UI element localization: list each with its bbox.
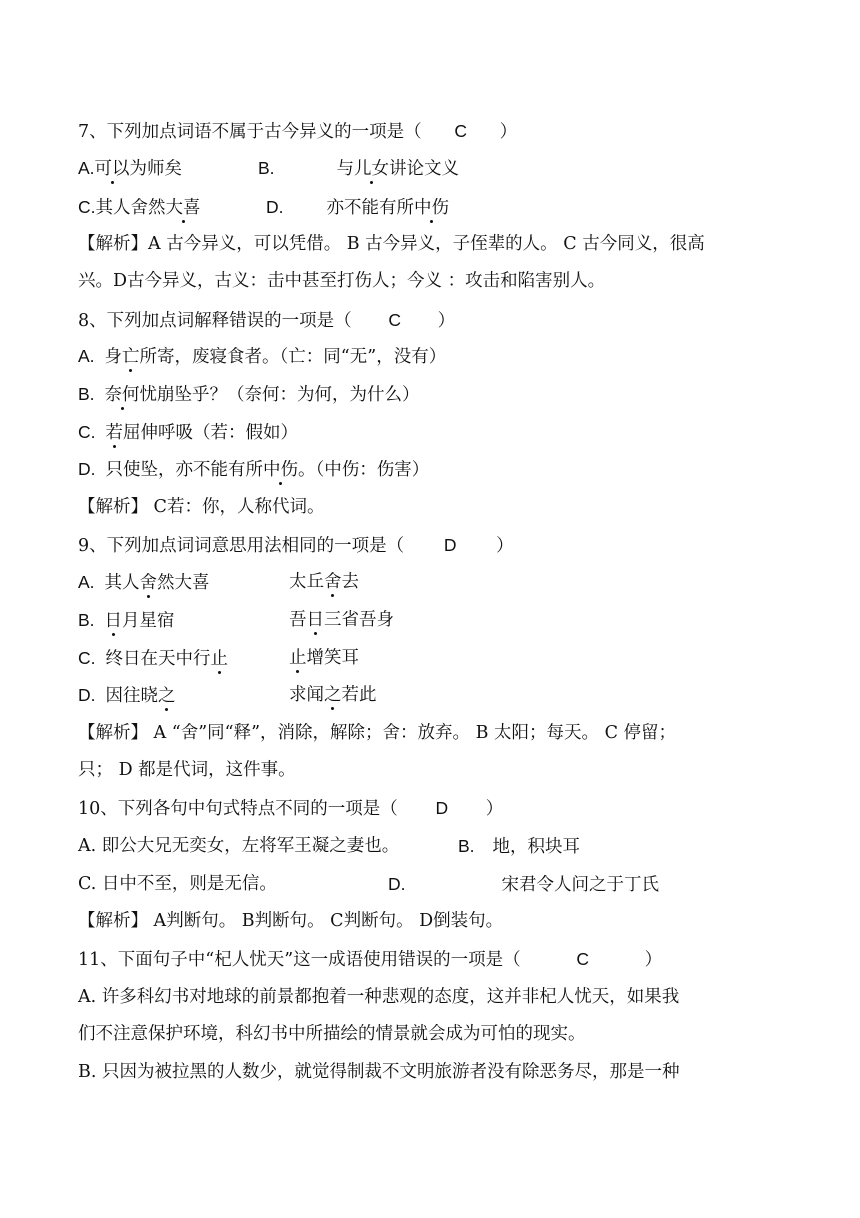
q9-answer: D — [443, 535, 457, 555]
q9-option-b2-dotted: 日 — [306, 610, 324, 630]
q7-option-b-label: B. — [258, 158, 275, 178]
q7-stem-text: 7、下列加点词语不属于古今异义的一项是（ — [78, 122, 422, 142]
q8-answer: C — [388, 310, 401, 330]
q7-option-a-post: 为师矣 — [129, 159, 183, 179]
q10-answer: D — [435, 798, 449, 818]
q10-option-b-label: B. — [458, 836, 475, 856]
q9-stem — [78, 533, 514, 558]
q10-option-d-text: 宋君令人问之于丁氏 — [501, 875, 659, 895]
q8-option-b-post: 忧崩坠乎？（奈何：为何，为什么） — [139, 385, 420, 405]
q9-option-b2-post: 三省吾身 — [324, 610, 394, 630]
q9-option-a2-post: 去 — [341, 572, 359, 592]
q9-option-c-dotted: 止 — [210, 649, 228, 669]
q11-option-a-line-2: 们不注意保护环境，科幻书中所描绘的情景就会成为可怕的现实。 — [78, 1024, 586, 1044]
q11-answer: C — [576, 949, 589, 969]
q9-stem-close: ） — [496, 536, 514, 556]
q9-option-d2-post: 若此 — [341, 685, 377, 705]
q9-option-a-second — [289, 570, 359, 594]
q9-option-c-pre: 终日在天中行 — [105, 649, 211, 669]
q8-stem-text: 8、下列加点词解释错误的一项是（ — [78, 311, 352, 331]
q10-option-b — [458, 834, 580, 859]
q8-option-b-dotted: 奈何 — [104, 385, 140, 405]
q9-option-a-pre: 其人 — [104, 573, 140, 593]
q10-stem-text: 10、下列各句中句式特点不同的一项是（ — [78, 799, 398, 819]
q8-option-d-pre: 只使坠，亦不能有所 — [105, 460, 263, 480]
q9-option-d-pre: 因往晓 — [105, 686, 158, 706]
q9-stem-text: 9、下列加点词词意思用法相同的一项是（ — [78, 536, 405, 556]
q8-option-b-label: B. — [78, 384, 95, 404]
q11-stem — [78, 947, 662, 972]
q7-option-a-dotted: 可以 — [94, 159, 130, 179]
q9-option-d-second — [289, 683, 377, 707]
q8-analysis-line-1: 【解析】 C若：你，人称代词。 — [78, 497, 325, 517]
q8-option-a-pre: 身 — [104, 347, 123, 367]
q8-option-a-post: 所寄，废寝食者。（亡：同“无”，没有） — [139, 347, 447, 367]
q9-option-d-label: D. — [78, 685, 96, 705]
q9-option-c-label: C. — [78, 648, 96, 668]
q7-option-b-dotted: 儿女 — [354, 159, 390, 179]
q8-stem-close: ） — [437, 311, 456, 331]
q10-stem-close: ） — [485, 799, 504, 819]
q7-option-c-pre: 其人舍然 — [95, 198, 166, 218]
q11-option-b-line-1: B. 只因为被拉黑的人数少，就觉得制裁不文明旅游者没有除恶务尽，那是一种 — [78, 1062, 680, 1082]
q7-answer: C — [454, 121, 467, 141]
q10-option-b-text: 地，积块耳 — [492, 837, 581, 857]
q11-stem-text: 11、下面句子中“杞人忧天”这一成语使用错误的一项是（ — [78, 950, 521, 970]
q9-option-a-post: 然大喜 — [157, 573, 210, 593]
q9-option-d-dotted: 之 — [158, 686, 176, 706]
q10-option-d — [388, 872, 659, 897]
q9-option-a — [78, 570, 210, 595]
q10-stem — [78, 796, 503, 821]
q9-option-c-second — [289, 646, 359, 670]
q9-analysis-line-2: 只； D 都是代词，这件事。 — [78, 760, 296, 780]
q8-option-c-label: C. — [78, 422, 96, 442]
q10-option-d-label: D. — [388, 874, 406, 894]
q11-option-a-line-1: A. 许多科幻书对地球的前景都抱着一种悲观的态度，这并非杞人忧天，如果我 — [78, 987, 680, 1007]
q8-option-c-post: 屈伸呼吸（若：假如） — [123, 423, 298, 443]
q8-stem — [78, 308, 455, 333]
q8-option-d-dotted: 中伤 — [263, 460, 298, 480]
q8-option-d — [78, 457, 429, 482]
q8-option-d-post: 。（中伤：伤害） — [298, 460, 430, 480]
q7-option-a — [78, 156, 182, 181]
q7-stem-close: ） — [499, 122, 518, 142]
q9-option-a2-pre: 太丘 — [289, 572, 324, 592]
q9-option-b-label: B. — [78, 610, 95, 630]
q9-option-b2-pre: 吾 — [289, 610, 307, 630]
q7-option-d — [266, 195, 449, 220]
q8-option-a — [78, 344, 446, 369]
q7-option-d-pre: 亦不能有所 — [326, 198, 414, 218]
q9-option-a2-dotted: 舍 — [324, 572, 342, 592]
q7-option-d-dotted: 中伤 — [414, 198, 449, 218]
q10-analysis-line-1: 【解析】 A判断句。 B判断句。 C判断句。 D倒装句。 — [78, 911, 504, 931]
q9-option-a-dotted: 舍 — [139, 573, 158, 593]
q11-stem-close: ） — [644, 950, 663, 970]
q10-option-a: A. 即公大兄无奕女，左将军王凝之妻也。 — [78, 836, 400, 856]
q7-option-d-label: D. — [266, 197, 284, 217]
q8-option-c — [78, 420, 298, 445]
q9-option-d2-pre: 求闻 — [289, 685, 324, 705]
q8-option-b — [78, 382, 420, 407]
q9-option-c2-dotted: 止 — [289, 648, 307, 668]
q7-analysis-line-1: 【解析】A 古今异义，可以凭借。 B 古今异义，子侄辈的人。 C 古今同义，很高 — [78, 234, 705, 254]
q9-analysis-line-1: 【解析】 A “舍”同“释”，消除，解除；舍：放弃。 B 太阳；每天。 C 停留； — [78, 723, 677, 743]
q9-option-a-label: A. — [78, 572, 95, 592]
q9-option-b-dotted: 日 — [104, 611, 123, 631]
q9-option-b-post: 月星宿 — [122, 611, 175, 631]
q7-option-b-pre: 与 — [336, 159, 355, 179]
q10-option-c: C. 日中不至，则是无信。 — [78, 874, 277, 894]
q8-option-a-label: A. — [78, 346, 95, 366]
q7-option-b-post: 讲论文义 — [389, 159, 460, 179]
q9-option-d — [78, 683, 176, 708]
q8-option-a-dotted: 亡 — [122, 347, 140, 367]
q7-stem — [78, 119, 517, 144]
q9-option-b-second — [289, 608, 394, 632]
q7-analysis-line-2: 兴。D古今异义，古义：击中甚至打伤人；今义 ：攻击和陷害别人。 — [78, 271, 606, 291]
q9-option-c2-post: 增笑耳 — [306, 648, 359, 668]
q8-option-c-dotted: 若 — [105, 423, 123, 443]
q9-option-b — [78, 608, 175, 633]
q8-option-d-label: D. — [78, 459, 96, 479]
q7-option-a-label: A. — [78, 158, 95, 178]
q7-option-c — [78, 195, 201, 220]
q9-option-d2-dotted: 之 — [324, 685, 342, 705]
q7-option-c-dotted: 大喜 — [165, 198, 201, 218]
q9-option-c — [78, 646, 228, 671]
q7-option-b — [258, 156, 459, 181]
q7-option-c-label: C. — [78, 197, 96, 217]
